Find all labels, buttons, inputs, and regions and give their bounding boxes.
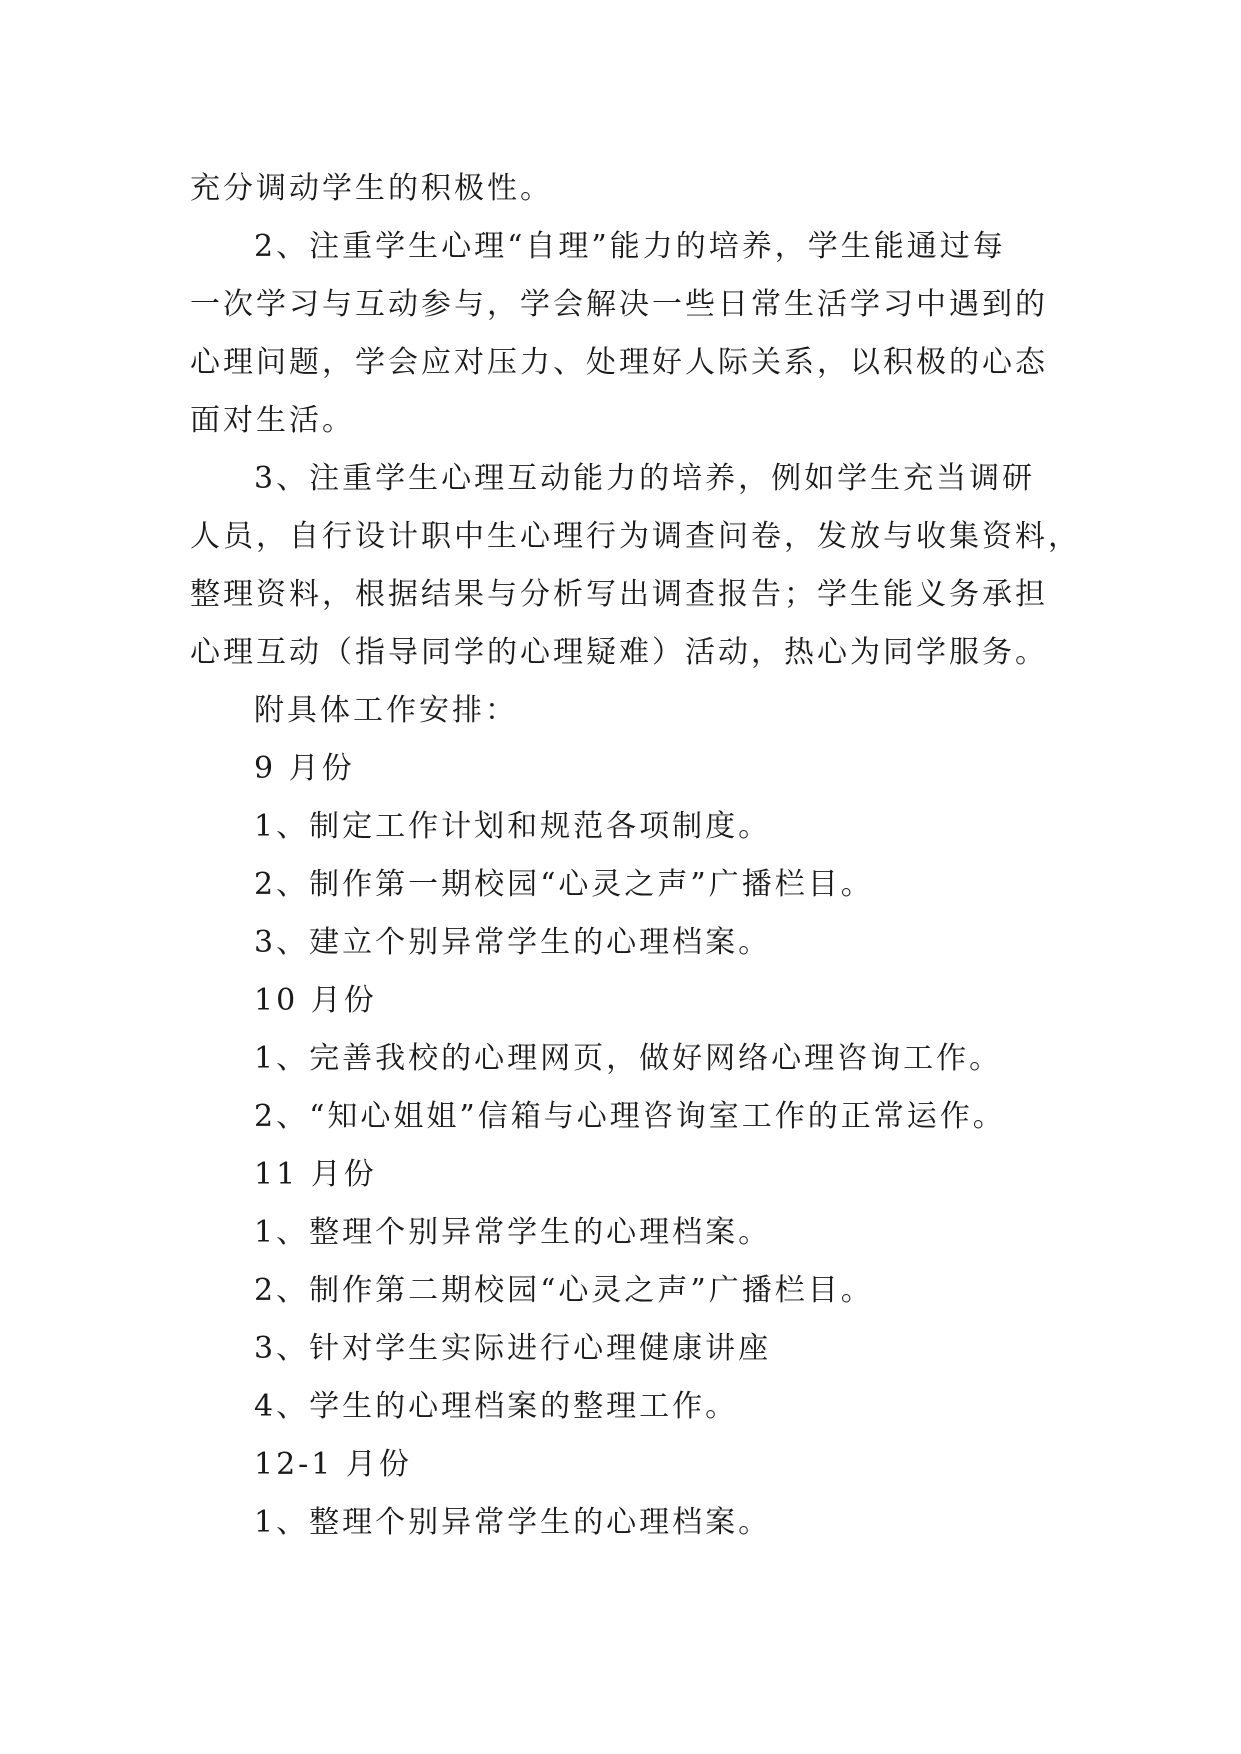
list-item: 1、制定工作计划和规范各项制度。	[254, 809, 772, 844]
month-heading: 10 月份	[254, 983, 377, 1018]
paragraph-line: 3、注重学生心理互动能力的培养，例如学生充当调研	[254, 461, 1036, 496]
paragraph-line: 充分调动学生的积极性。	[190, 171, 553, 206]
paragraph-line: 心理互动（指导同学的心理疑难）活动，热心为同学服务。	[190, 635, 1048, 670]
list-item: 1、完善我校的心理网页，做好网络心理咨询工作。	[254, 1041, 1003, 1076]
document-body	[190, 160, 1081, 1552]
month-heading: 9 月份	[254, 751, 355, 786]
list-item: 1、整理个别异常学生的心理档案。	[254, 1505, 772, 1540]
list-item: 2、制作第一期校园“心灵之声”广播栏目。	[254, 867, 874, 902]
section-heading: 附具体工作安排：	[254, 693, 518, 728]
month-heading: 12-1 月份	[254, 1447, 412, 1482]
list-item: 4、学生的心理档案的整理工作。	[254, 1389, 739, 1424]
month-heading: 11 月份	[254, 1157, 377, 1192]
list-item: 3、针对学生实际进行心理健康讲座	[254, 1331, 772, 1366]
paragraph-line: 2、注重学生心理“自理”能力的培养，学生能通过每	[254, 229, 1006, 264]
list-item: 2、“知心姐姐”信箱与心理咨询室工作的正常运作。	[254, 1099, 1006, 1134]
paragraph-line: 人员，自行设计职中生心理行为调查问卷，发放与收集资料，	[190, 519, 1081, 554]
paragraph-line: 整理资料，根据结果与分析写出调查报告；学生能义务承担	[190, 577, 1048, 612]
paragraph-line: 心理问题，学会应对压力、处理好人际关系，以积极的心态	[190, 345, 1048, 380]
paragraph-line: 一次学习与互动参与，学会解决一些日常生活学习中遇到的	[190, 287, 1048, 322]
list-item: 3、建立个别异常学生的心理档案。	[254, 925, 772, 960]
list-item: 1、整理个别异常学生的心理档案。	[254, 1215, 772, 1250]
list-item: 2、制作第二期校园“心灵之声”广播栏目。	[254, 1273, 874, 1308]
paragraph-line: 面对生活。	[190, 403, 355, 438]
